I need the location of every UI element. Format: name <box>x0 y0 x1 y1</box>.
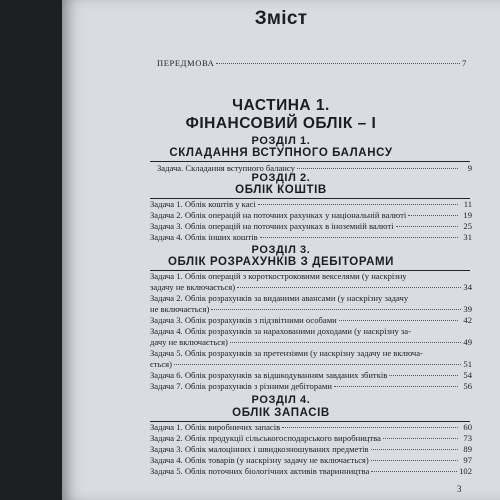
toc-entry[interactable] <box>150 326 472 337</box>
toc-entry-page: 51 <box>463 359 472 369</box>
toc-entry-page: 31 <box>463 232 472 242</box>
toc-entry-text: Задача 7. Облік розрахунків з різними дебіторами <box>150 381 332 391</box>
toc-entry-page: 97 <box>463 455 472 465</box>
toc-entry-page: 11 <box>463 199 472 209</box>
leader-dots <box>334 386 458 387</box>
toc-entry-text: Задача 2. Облік операцій на поточних рахунках у національній валюті <box>150 210 407 220</box>
toc-entry-text: Задача 3. Облік розрахунків з підзвітними особами <box>150 315 337 325</box>
section-3-label: РОЗДІЛ 3. <box>251 244 311 256</box>
toc-entry-text: Задача 2. Облік продукції сільськогосподарського виробництва <box>150 433 381 443</box>
toc-entry-continuation[interactable] <box>150 337 472 348</box>
toc-entry-text: ється) <box>150 359 172 369</box>
toc-entry-text: Задача 4. Облік інших коштів <box>150 232 258 242</box>
toc-entry[interactable] <box>150 221 472 232</box>
toc-entry-text: Задача 5. Облік поточних біологічних активів тваринництва <box>150 466 370 476</box>
section-4-heading: ОБЛІК ЗАПАСІВ <box>232 407 330 419</box>
toc-entry-page: 19 <box>463 210 472 220</box>
toc-entry-page: 73 <box>463 433 472 443</box>
leader-dots <box>258 204 458 205</box>
toc-entry[interactable] <box>150 433 472 444</box>
toc-entry-page: 54 <box>463 370 472 380</box>
leader-dots <box>174 364 461 365</box>
page-number: 3 <box>457 484 462 494</box>
section-4-label: РОЗДІЛ 4. <box>251 394 311 406</box>
leader-dots <box>371 449 458 450</box>
toc-entry-text: Задача 4. Облік розрахунків за нарахованими доходами (у наскрізну за- <box>150 326 411 336</box>
section-1-rule <box>150 161 470 162</box>
toc-entry-page: 60 <box>463 422 472 432</box>
section-3-heading: ОБЛІК РОЗРАХУНКІВ З ДЕБІТОРАМИ <box>167 256 395 268</box>
toc-entry[interactable] <box>150 293 472 304</box>
page-title: Зміст <box>254 8 308 29</box>
toc-entry[interactable] <box>150 381 472 392</box>
part-title-line2: ФІНАНСОВИЙ ОБЛІК – І <box>185 115 377 132</box>
leader-dots <box>230 342 461 343</box>
toc-entry-page: 49 <box>463 337 472 347</box>
section-2-label: РОЗДІЛ 2. <box>251 172 311 184</box>
toc-entry-text: дачу не включається) <box>150 337 228 347</box>
leader-dots <box>216 63 460 64</box>
leader-dots <box>260 237 458 238</box>
leader-dots <box>237 287 461 288</box>
toc-entry[interactable] <box>150 210 472 221</box>
toc-entry[interactable] <box>150 444 472 455</box>
leader-dots <box>282 427 458 428</box>
preface-page: 7 <box>462 58 467 68</box>
leader-dots <box>297 168 458 169</box>
leader-dots <box>396 226 458 227</box>
toc-entry-page: 42 <box>463 315 472 325</box>
leader-dots <box>389 375 458 376</box>
toc-entry-text: Задача 1. Облік коштів у касі <box>150 199 256 209</box>
toc-entry-text: Задача 3. Облік малоцінних і швидкозношуваних предметів <box>150 444 369 454</box>
toc-entry-page: 39 <box>463 304 472 314</box>
toc-entry-continuation[interactable] <box>150 304 472 315</box>
toc-entry[interactable] <box>150 370 472 381</box>
preface-label: ПЕРЕДМОВА <box>157 58 215 68</box>
toc-entry-text: Задача. Складання вступного балансу <box>157 163 295 173</box>
toc-entry-continuation[interactable] <box>150 282 472 293</box>
toc-entry-page: 25 <box>463 221 472 231</box>
toc-entry-page: 89 <box>463 444 472 454</box>
toc-entry-text: Задача 5. Облік розрахунків за претензіями (у наскрізну задачу не включа- <box>150 348 423 358</box>
leader-dots <box>371 460 458 461</box>
toc-entry[interactable] <box>150 466 472 477</box>
part-title-line1: ЧАСТИНА 1. <box>232 97 330 114</box>
section-1-heading: СКЛАДАННЯ ВСТУПНОГО БАЛАНСУ <box>169 147 393 159</box>
toc-entry-text: Задача 6. Облік розрахунків за відшкодуванням завданих збитків <box>150 370 388 380</box>
toc-entry-text: Задача 1. Облік виробничих запасів <box>150 422 281 432</box>
toc-entry[interactable] <box>150 315 472 326</box>
toc-entry-text: Задача 1. Облік операцій з короткостроковими векселями (у наскрізну <box>150 271 407 281</box>
toc-entry-text: не включається) <box>150 304 210 314</box>
toc-entry-text: Задача 3. Облік операцій на поточних рахунках в іноземній валюті <box>150 221 394 231</box>
toc-entry-page: 9 <box>467 163 472 173</box>
toc-entry[interactable] <box>150 455 472 466</box>
toc-entry[interactable] <box>150 422 472 433</box>
book-page <box>62 0 500 500</box>
toc-entry-text: задачу не включається) <box>150 282 236 292</box>
section-1-label: РОЗДІЛ 1. <box>251 135 311 147</box>
toc-entry[interactable] <box>150 199 472 210</box>
leader-dots <box>371 471 457 472</box>
section-2-heading: ОБЛІК КОШТІВ <box>235 184 327 196</box>
toc-entry-page: 56 <box>463 381 472 391</box>
leader-dots <box>383 438 458 439</box>
leader-dots <box>211 309 461 310</box>
toc-entry-continuation[interactable] <box>150 359 472 370</box>
toc-entry-page: 34 <box>463 282 472 292</box>
toc-entry-text: Задача 4. Облік товарів (у наскрізну задачу не включається) <box>150 455 369 465</box>
toc-entry[interactable] <box>150 348 472 359</box>
preface-entry[interactable] <box>157 58 467 68</box>
toc-entry-page: 102 <box>459 466 472 476</box>
toc-entry[interactable] <box>150 271 472 282</box>
leader-dots <box>339 320 458 321</box>
toc-entry[interactable] <box>150 232 472 243</box>
leader-dots <box>408 215 458 216</box>
toc-entry-text: Задача 2. Облік розрахунків за виданими авансами (у наскрізну задачу <box>150 293 409 303</box>
